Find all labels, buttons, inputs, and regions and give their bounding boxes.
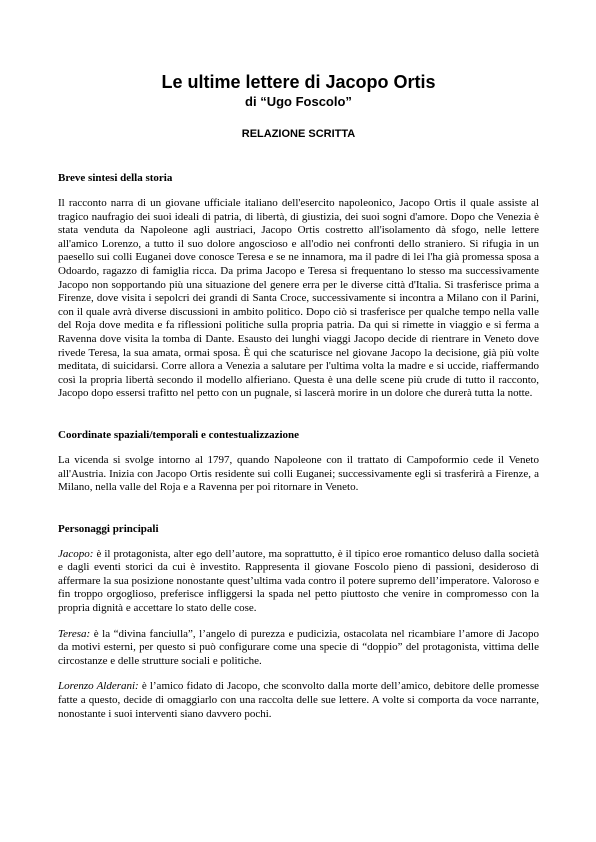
character-description: è il protagonista, alter ego dell’autore, ma soprattutto, è il tipico eroe romantico deluso dalla società e dagli eventi storici da cui è investito. Rappresenta il giovane Foscolo pieno di passioni, desideroso di affermare la sua posizione nonostante quest’ultima vada contro il potere supremo dell’imperatore. Valoroso e fin troppo orgoglioso, preferisce infliggersi la spada nel petto piuttosto che venire in compromesso con la propria dignità e accettare lo stato delle cose. xyxy=(58,547,539,615)
document-title: Le ultime lettere di Jacopo Ortis xyxy=(161,72,436,92)
context-paragraph: La vicenda si svolge intorno al 1797, quando Napoleone con il trattato di Campoformio cede il Veneto all'Austria. Inizia con Jacopo Ortis residente sui colli Euganei; successivamente egli si trasferirà a Firenze, a Milano, nella valle del Roja e a Ravenna per poi ritornare in Veneto. xyxy=(58,453,539,494)
character-name: Lorenzo Alderani: xyxy=(58,680,139,693)
context-section xyxy=(58,429,539,495)
synopsis-section xyxy=(58,172,539,401)
characters-section xyxy=(58,523,539,722)
section-heading-context: Coordinate spaziali/temporali e contestualizzazione xyxy=(58,428,300,441)
character-description: è la “divina fanciulla”, l’angelo di purezza e pudicizia, ostacolata nel ricambiare l’amore di Jacopo da motivi esterni, per questo si può configurare come una specie di “doppio” del protagonista, vittima delle circostanze e delle strutture sociali e politiche. xyxy=(58,627,539,667)
document-subtitle: di “Ugo Foscolo” xyxy=(245,94,352,109)
character-paragraph-lorenzo xyxy=(58,680,539,721)
section-heading-characters: Personaggi principali xyxy=(58,522,159,535)
synopsis-paragraph: Il racconto narra di un giovane ufficiale italiano dell'esercito napoleonico, Jacopo Ortis il quale assiste al tragico naufragio dei suoi ideali di patria, di libertà, di giustizia, dei suoi sogni d'amore. Dopo che Venezia è stata venduta da Napoleone agli austriaci, Jacopo Ortis costretto all'isolamento dà sfogo, nelle lettere all'amico Lorenzo, a tutto il suo dolore angoscioso e all'odio nei confronti dello straniero. Si rifugia in un paesello sui colli Euganei dove conosce Teresa e se ne innamora, ma il padre di lei l'ha già promessa sposa a Odoardo, ragazzo di famiglia ricca. Da prima Jacopo e Teresa si frequentano lo stesso ma successivamente Jacopo non sopportando più una situazione del genere erra per le diverse città d'Italia. Si trasferisce prima a Firenze, dove visita i sepolcri dei grandi di Santa Croce, successivamente si incontra a Milano con il Parini, con il quale avrà diverse discussioni in ambito politico. Dopo ciò si trasferisce per qualche tempo nella valle del Roja dove medita e fa riflessioni politiche sulla propria patria. Da qui si rimette in viaggio e si ferma a Ravenna dove visita la tomba di Dante. Esausto dei lunghi viaggi Jacopo decide di rientrare in Veneto dove rivede Teresa, la sua amata, ormai sposa. È qui che scaturisce nel giovane Jacopo la decisione, già più volte meditata, di suicidarsi. Corre allora a Venezia a salutare per l'ultima volta la madre e si uccide, riaffermando così la propria libertà secondo il modello alfieriano. Questa è una delle scene più crude di tutto il racconto, Jacopo dopo essersi trafitto nel petto con un pugnale, si lascerà morire in un dolore che durerà tutta la notte. xyxy=(58,197,539,400)
character-name: Jacopo: xyxy=(58,547,94,560)
character-name: Teresa: xyxy=(58,627,91,640)
character-paragraph-jacopo xyxy=(58,548,539,616)
section-heading-synopsis: Breve sintesi della storia xyxy=(58,172,173,184)
report-label: RELAZIONE SCRITTA xyxy=(241,128,356,140)
character-paragraph-teresa xyxy=(58,628,539,669)
character-description: è l’amico fidato di Jacopo, che sconvolto dalla morte dell’amico, debitore delle promesse fatte a questo, decide di omaggiarlo con una raccolta delle sue lettere. A volte si comporta da voce narrante, nonostante i suoi interventi siano davvero pochi. xyxy=(58,680,539,720)
